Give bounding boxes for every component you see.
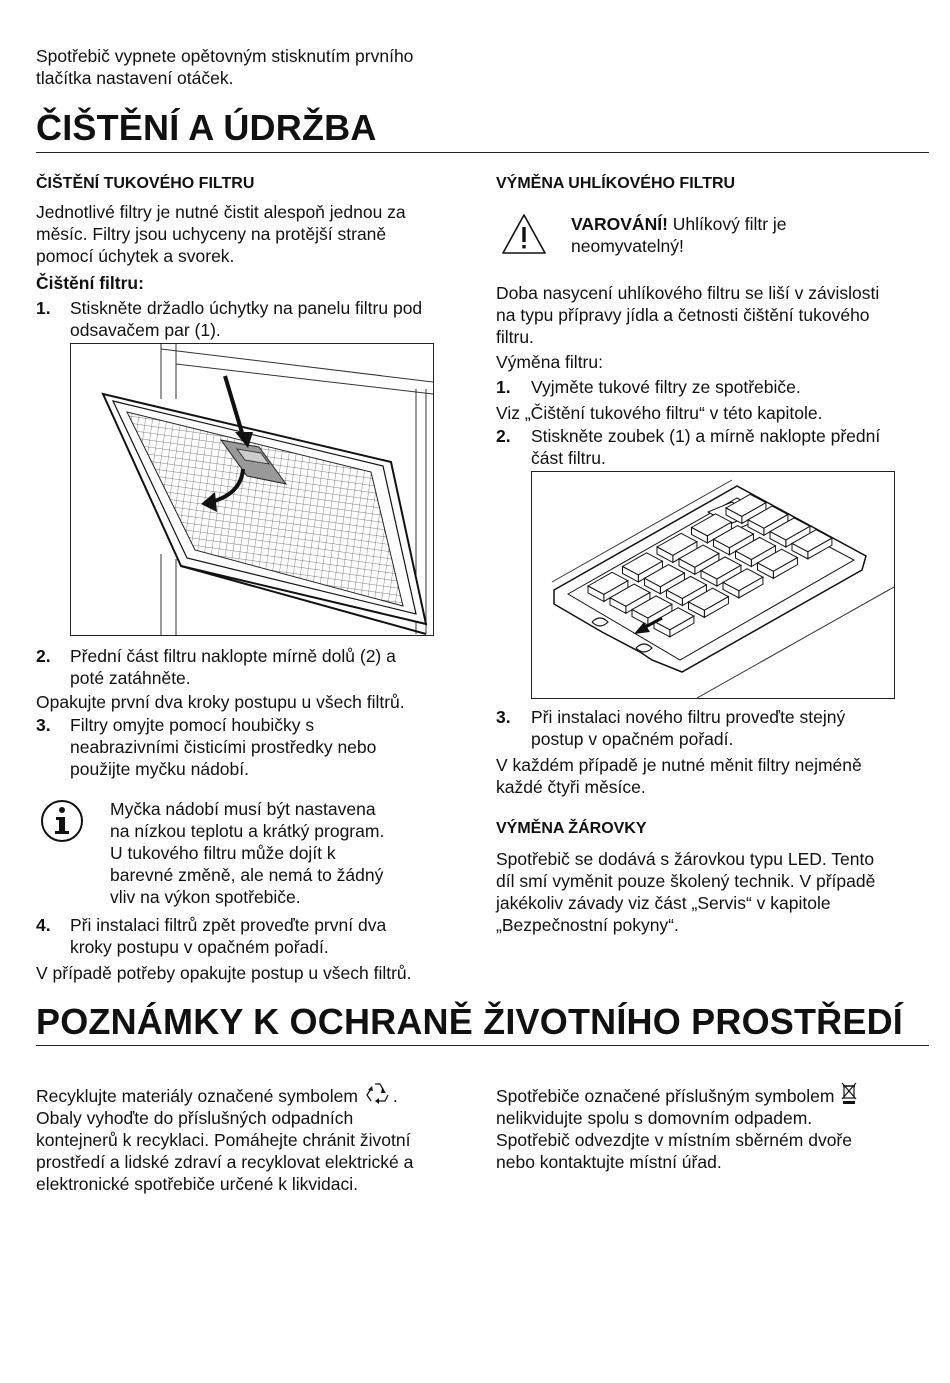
step-2-text: Přední část filtru naklopte mírně dolů (2) a poté zatáhněte. [70,646,396,688]
carbon-filter-illustration [531,471,895,699]
replace-interval-note: V každém případě je nutné měnit filtry nejméně každé čtyři měsíce. [496,755,862,797]
step-4-text: Při instalaci filtrů zpět proveďte první dva kroky postupu v opačném pořadí. [70,915,387,957]
carbon-filter-drawing [532,472,894,698]
step-3-text: Filtry omyjte pomocí houbičky s neabrazivními čisticími prostředky nebo použijte myčku nádobí. [70,715,377,779]
warning-text: VAROVÁNÍ! Uhlíkový filtr je neomyvatelný! [571,214,787,256]
step-number: 3. [496,707,511,727]
warning-icon [500,212,548,256]
section-title-environment: POZNÁMKY K OCHRANĚ ŽIVOTNÍHO PROSTŘEDÍ [36,1001,903,1042]
step-number: 4. [36,915,51,935]
recycle-icon [363,1081,393,1105]
step-number: 2. [496,426,511,446]
info-note: Myčka nádobí musí být nastavena na nízkou teplotu a krátký program. U tukového filtru může dojít k barevné změně, ale nemá to žádný vliv na výkon spotřebiče. [110,799,385,907]
carbon-filter-intro: Doba nasycení uhlíkového filtru se liší v závislosti na typu přípravy jídla a četnosti čištění tukového filtru. [496,283,880,347]
disposal-text: Spotřebiče označené příslušným symbolem nelikvidujte spolu s domovním odpadem. Spotřebič odvezdjte v místním sběrném dvoře nebo kontaktujte místní úřad. [496,1081,936,1173]
step-number: 1. [496,377,511,397]
warning-label: VAROVÁNÍ! [571,214,668,234]
recycling-text: Recyklujte materiály označené symbolem . Obaly vyhoďte do příslušných odpadních kontejnerů k recyklaci. Pomáhejte chránit životní prostředí a lidské zdraví a recyklovat elektrické a elektronické spotřebiče určené k likvidaci. [36,1081,476,1195]
step-number: 3. [36,715,51,735]
bulb-text: Spotřebič se dodává s žárovkou typu LED. Tento díl smí vyměnit pouze školený technik. V případě jakékoliv závady viz část „Servis“ v kapitole „Bezpečnostní pokyny“. [496,849,876,935]
carbon-step-1-text: Vyjměte tukové filtry ze spotřebiče. [531,377,801,397]
grease-filter-drawing [71,344,433,635]
crossed-bin-icon [839,1081,859,1105]
grease-filter-illustration [70,343,434,636]
see-reference: Viz „Čištění tukového filtru“ v této kapitole. [496,403,823,423]
step-1-text: Stiskněte držadlo úchytky na panelu filtru pod odsavačem par (1). [70,298,423,340]
heading-grease-filter: ČIŠTĚNÍ TUKOVÉHO FILTRU [36,175,255,192]
section-divider [36,1045,929,1046]
grease-filter-intro: Jednotlivé filtry je nutné čistit alespoň jednou za měsíc. Filtry jsou uchyceny na protější straně pomocí úchytek a svorek. [36,202,406,266]
carbon-step-2-text: Stiskněte zoubek (1) a mírně naklopte přední část filtru. [531,426,881,468]
intro-text: Spotřebič vypnete opětovným stisknutím prvního tlačítka nastavení otáček. [36,46,414,88]
subheading-filter-cleaning: Čištění filtru: [36,273,144,293]
repeat-note: Opakujte první dva kroky postupu u všech filtrů. [36,692,405,712]
heading-carbon-filter: VÝMĚNA UHLÍKOVÉHO FILTRU [496,175,736,192]
carbon-step-3-text: Při instalaci nového filtru proveďte stejný postup v opačném pořadí. [531,707,846,749]
info-icon [40,799,84,843]
section-title-cleaning: ČIŠTĚNÍ A ÚDRŽBA [36,107,377,148]
section-divider [36,152,929,153]
final-note: V případě potřeby opakujte postup u všech filtrů. [36,963,412,983]
heading-bulb: VÝMĚNA ŽÁROVKY [496,820,647,837]
step-number: 1. [36,298,51,318]
replace-label: Výměna filtru: [496,352,603,372]
step-number: 2. [36,646,51,666]
